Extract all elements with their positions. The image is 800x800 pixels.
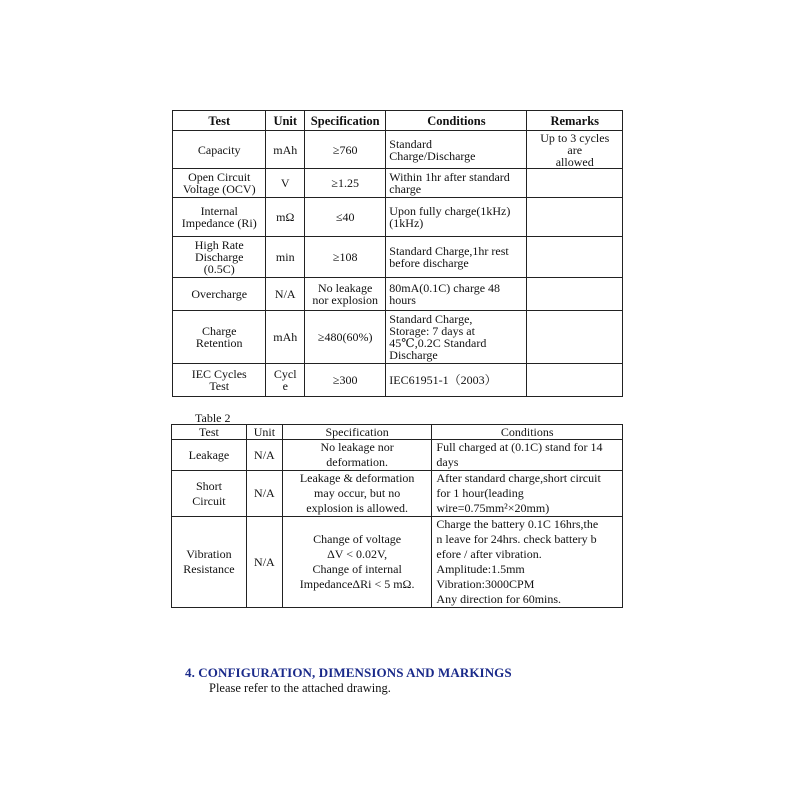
cell-test: Short Circuit — [172, 471, 247, 517]
table-row — [173, 237, 623, 278]
header-test: Test — [173, 111, 266, 131]
cell-remarks — [527, 311, 623, 364]
cell-spec: Leakage & deformation may occur, but no explosion is allowed. — [282, 471, 432, 517]
cell-conditions: IEC61951-1（2003） — [386, 364, 527, 397]
cell-conditions: After standard charge,short circuit for 1 hour(leading wire=0.75mm²×20mm) — [432, 471, 623, 517]
cell-unit: V — [266, 169, 305, 198]
cell-spec: ≥480(60%) — [305, 311, 386, 364]
header-conditions: Conditions — [432, 425, 623, 440]
cell-conditions: Charge the battery 0.1C 16hrs,the n leave for 24hrs. check battery b efore / after vibration. Amplitude:1.5mm Vibration:3000CPM Any direction for 60mins. — [432, 517, 623, 608]
header-unit: Unit — [266, 111, 305, 131]
table-header-row — [173, 111, 623, 131]
cell-unit: mAh — [266, 131, 305, 169]
header-unit: Unit — [246, 425, 282, 440]
test-table-2 — [171, 424, 623, 608]
cell-remarks: Up to 3 cycles are allowed — [527, 131, 623, 169]
cell-spec: ≥300 — [305, 364, 386, 397]
section-text: Please refer to the attached drawing. — [209, 681, 391, 695]
table-row — [172, 517, 623, 608]
cell-conditions: Standard Charge, Storage: 7 days at 45℃,0.2C Standard Discharge — [386, 311, 527, 364]
table-row — [172, 471, 623, 517]
header-conditions: Conditions — [386, 111, 527, 131]
cell-spec: No leakage nor explosion — [305, 278, 386, 311]
cell-conditions: Within 1hr after standard charge — [386, 169, 527, 198]
table-row — [172, 440, 623, 471]
table-row — [173, 131, 623, 169]
table-row — [173, 311, 623, 364]
cell-remarks — [527, 364, 623, 397]
cell-spec: ≥1.25 — [305, 169, 386, 198]
cell-conditions: Standard Charge/Discharge — [386, 131, 527, 169]
cell-spec: ≤40 — [305, 198, 386, 237]
cell-spec: ≥760 — [305, 131, 386, 169]
cell-unit: N/A — [246, 517, 282, 608]
cell-unit: N/A — [246, 440, 282, 471]
cell-test: Open Circuit Voltage (OCV) — [173, 169, 266, 198]
cell-test: Overcharge — [173, 278, 266, 311]
cell-unit: N/A — [266, 278, 305, 311]
cell-test: Capacity — [173, 131, 266, 169]
cell-unit: N/A — [246, 471, 282, 517]
table-row — [173, 278, 623, 311]
cell-remarks — [527, 278, 623, 311]
header-specification: Specification — [282, 425, 432, 440]
table-row — [173, 169, 623, 198]
cell-spec: No leakage nor deformation. — [282, 440, 432, 471]
cell-test: Leakage — [172, 440, 247, 471]
test-table-1 — [172, 110, 623, 397]
cell-conditions: Upon fully charge(1kHz) (1kHz) — [386, 198, 527, 237]
cell-unit: mΩ — [266, 198, 305, 237]
table-header-row — [172, 425, 623, 440]
cell-test: Internal Impedance (Ri) — [173, 198, 266, 237]
cell-spec: ≥108 — [305, 237, 386, 278]
cell-test: High Rate Discharge (0.5C) — [173, 237, 266, 278]
table-row — [173, 364, 623, 397]
cell-remarks — [527, 198, 623, 237]
cell-unit: Cycl e — [266, 364, 305, 397]
cell-remarks — [527, 237, 623, 278]
header-specification: Specification — [305, 111, 386, 131]
cell-conditions: Standard Charge,1hr rest before discharge — [386, 237, 527, 278]
header-test: Test — [172, 425, 247, 440]
cell-spec: Change of voltage ΔV < 0.02V, Change of internal ImpedanceΔRi < 5 mΩ. — [282, 517, 432, 608]
cell-test: Vibration Resistance — [172, 517, 247, 608]
cell-unit: min — [266, 237, 305, 278]
table-2-caption: Table 2 — [195, 411, 231, 425]
section-heading: 4. CONFIGURATION, DIMENSIONS AND MARKINGS — [185, 665, 512, 680]
table-row — [173, 198, 623, 237]
cell-unit: mAh — [266, 311, 305, 364]
cell-test: Charge Retention — [173, 311, 266, 364]
cell-conditions: Full charged at (0.1C) stand for 14 days — [432, 440, 623, 471]
header-remarks: Remarks — [527, 111, 623, 131]
cell-conditions: 80mA(0.1C) charge 48 hours — [386, 278, 527, 311]
cell-test: IEC Cycles Test — [173, 364, 266, 397]
cell-remarks — [527, 169, 623, 198]
